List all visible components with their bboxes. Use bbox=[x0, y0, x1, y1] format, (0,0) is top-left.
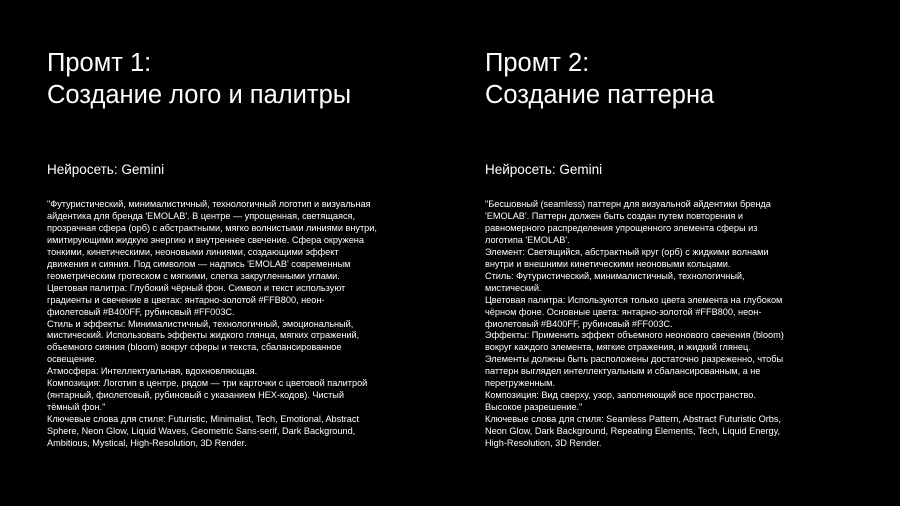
prompt-paragraph: Композиция: Логотип в центре, рядом — три карточки с цветовой палитрой (янтарный, фиолетовый, рубиновый с указанием HEX-кодов). Чистый тёмный фон." bbox=[47, 378, 368, 413]
prompt-paragraph: Стиль и эффекты: Минималистичный, технологичный, эмоциональный, мистический. Использовать эффекты жидкого глянца, мягких отражений, объемного сияния (bloom) вокруг сферы и текста, сбалансированное освещение. bbox=[47, 318, 360, 365]
column-title bbox=[47, 47, 377, 111]
prompt-paragraph: Ключевые слова для стиля: Futuristic, Minimalist, Tech, Emotional, Abstract Sphere, Neon Glow, Liquid Waves, Geometric Sans-serif, Dark Background, Ambitious, Mystical, High-Resolution, 3D Render. bbox=[47, 414, 359, 449]
prompt-paragraph: Цветовая палитра: Глубокий чёрный фон. Символ и текст используют градиенты и свечение в цветах: янтарно-золотой #FFB800, неон-фиолетовый #B400FF, рубиновый #FF003C. bbox=[47, 282, 346, 317]
prompt-text bbox=[47, 199, 377, 450]
prompt-text bbox=[485, 199, 785, 450]
network-label: Нейросеть: Gemini bbox=[47, 162, 165, 177]
prompt-paragraph: Эффекты: Применить эффект объемного неонового свечения (bloom) вокруг каждого элемента, мягкие отражения, и жидкий глянец. Элементы должны быть расположены достаточно разреженно, чтобы паттерн выглядел интеллектуальным и сбалансированным, а не перегруженным. bbox=[485, 330, 784, 389]
prompt-paragraph: Композиция: Вид сверху, узор, заполняющий все пространство. Высокое разрешение." bbox=[485, 390, 756, 413]
prompt-paragraph: Стиль: Футуристический, минималистичный, технологичный, мистический. bbox=[485, 270, 745, 293]
title-line-1: Промт 2: bbox=[485, 49, 590, 77]
title-line-2: Создание лого и палитры bbox=[47, 81, 352, 109]
network-label: Нейросеть: Gemini bbox=[485, 162, 603, 177]
prompt-paragraph: Цветовая палитра: Используются только цвета элемента на глубоком чёрном фоне. Основные цвета: янтарно-золотой #FFB800, неон-фиолетовый #B400FF, рубиновый #FF003C. bbox=[485, 294, 783, 329]
prompt-column-1 bbox=[47, 47, 377, 449]
prompt-paragraph: Атмосфера: Интеллектуальная, вдохновляющая. bbox=[47, 366, 258, 377]
title-line-2: Создание паттерна bbox=[485, 81, 715, 109]
title-line-1: Промт 1: bbox=[47, 49, 152, 77]
prompt-paragraph: Ключевые слова для стиля: Seamless Pattern, Abstract Futuristic Orbs, Neon Glow, Dark Background, Repeating Elements, Tech, Liquid Energy, High-Resolution, 3D Render. bbox=[485, 414, 781, 449]
prompt-paragraph: "Футуристический, минималистичный, технологичный логотип и визуальная айдентика для бренда 'EMOLAB'. В центре — упрощенная, светящаяся, прозрачная сфера (орб) с абстрактными, мягко волнистыми линиями внутри, имитирующими жидкую энергию и внутреннее свечение. Сфера окружена тонкими, кинетическими, неоновыми линиями, создающими эффект движения и сияния. Под символом — надпись 'EMOLAB' современным геометрическим гротеском с мягкими, слегка закругленными углами. bbox=[47, 199, 377, 281]
prompt-paragraph: "Бесшовный (seamless) паттерн для визуальной айдентики бренда 'EMOLAB'. Паттерн должен быть создан путем повторения и равномерного распределения упрощенного элемента сферы из логотипа 'EMOLAB'. bbox=[485, 199, 771, 245]
prompt-paragraph: Элемент: Светящийся, абстрактный круг (орб) с жидкими волнами внутри и внешними кинетическими неоновыми кольцами. bbox=[485, 246, 769, 269]
column-title bbox=[485, 47, 785, 111]
prompt-column-2 bbox=[485, 47, 785, 449]
